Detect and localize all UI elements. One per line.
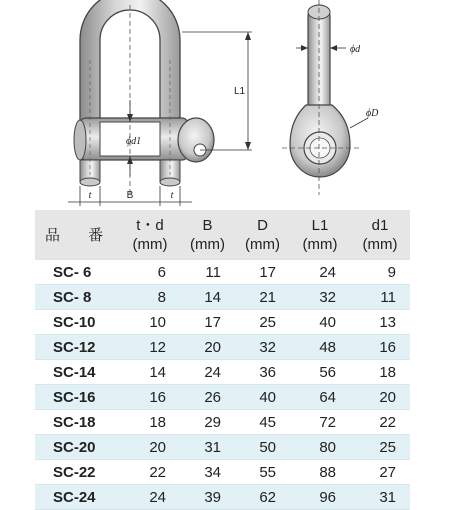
model-cell: SC-20 <box>35 435 120 460</box>
value-cell: 14 <box>120 360 180 385</box>
value-cell: 29 <box>180 410 235 435</box>
table-row <box>35 310 410 335</box>
value-cell: 96 <box>290 485 350 510</box>
table-row <box>35 335 410 360</box>
header-d1: d1 (mm) <box>350 210 410 260</box>
table-row <box>35 385 410 410</box>
value-cell: 9 <box>350 260 410 285</box>
value-cell: 20 <box>180 335 235 360</box>
value-cell: 32 <box>235 335 290 360</box>
header-model: 品 番 <box>35 210 120 260</box>
l1-label: L1 <box>234 86 246 97</box>
t-label-right: t <box>170 190 174 201</box>
value-cell: 16 <box>120 385 180 410</box>
value-cell: 62 <box>235 485 290 510</box>
b-label: B <box>126 190 134 201</box>
model-cell: SC-18 <box>35 410 120 435</box>
header-d: D (mm) <box>235 210 290 260</box>
value-cell: 20 <box>350 385 410 410</box>
model-cell: SC-12 <box>35 335 120 360</box>
value-cell: 26 <box>180 385 235 410</box>
value-cell: 48 <box>290 335 350 360</box>
table-row <box>35 485 410 510</box>
value-cell: 55 <box>235 460 290 485</box>
value-cell: 64 <box>290 385 350 410</box>
value-cell: 31 <box>350 485 410 510</box>
value-cell: 10 <box>120 310 180 335</box>
value-cell: 27 <box>350 460 410 485</box>
header-b: B (mm) <box>180 210 235 260</box>
value-cell: 18 <box>350 360 410 385</box>
shackle-side-view <box>282 0 362 195</box>
value-cell: 25 <box>235 310 290 335</box>
value-cell: 72 <box>290 410 350 435</box>
model-cell: SC-10 <box>35 310 120 335</box>
value-cell: 34 <box>180 460 235 485</box>
value-cell: 24 <box>180 360 235 385</box>
model-cell: SC-22 <box>35 460 120 485</box>
value-cell: 24 <box>290 260 350 285</box>
table-row <box>35 460 410 485</box>
value-cell: 21 <box>235 285 290 310</box>
value-cell: 25 <box>350 435 410 460</box>
value-cell: 39 <box>180 485 235 510</box>
table-row <box>35 360 410 385</box>
value-cell: 88 <box>290 460 350 485</box>
value-cell: 12 <box>120 335 180 360</box>
value-cell: 50 <box>235 435 290 460</box>
value-cell: 31 <box>180 435 235 460</box>
table-row <box>35 435 410 460</box>
value-cell: 6 <box>120 260 180 285</box>
value-cell: 17 <box>180 310 235 335</box>
value-cell: 56 <box>290 360 350 385</box>
model-cell: SC- 6 <box>35 260 120 285</box>
value-cell: 11 <box>350 285 410 310</box>
value-cell: 11 <box>180 260 235 285</box>
shackle-diagram <box>0 0 456 210</box>
d1-label: ϕd1 <box>126 136 142 147</box>
value-cell: 14 <box>180 285 235 310</box>
value-cell: 22 <box>120 460 180 485</box>
value-cell: 18 <box>120 410 180 435</box>
d-label: ϕd <box>350 44 361 55</box>
shackle-front-view <box>74 0 214 195</box>
model-cell: SC- 8 <box>35 285 120 310</box>
spec-table <box>35 210 410 510</box>
table-row <box>35 285 410 310</box>
value-cell: 80 <box>290 435 350 460</box>
model-cell: SC-24 <box>35 485 120 510</box>
table-row <box>35 260 410 285</box>
value-cell: 16 <box>350 335 410 360</box>
model-cell: SC-14 <box>35 360 120 385</box>
table-header-row <box>35 210 410 260</box>
t-label-left: t <box>88 190 92 201</box>
header-td: t・d (mm) <box>120 210 180 260</box>
model-cell: SC-16 <box>35 385 120 410</box>
value-cell: 17 <box>235 260 290 285</box>
value-cell: 20 <box>120 435 180 460</box>
value-cell: 32 <box>290 285 350 310</box>
table-row <box>35 410 410 435</box>
value-cell: 45 <box>235 410 290 435</box>
value-cell: 40 <box>235 385 290 410</box>
value-cell: 40 <box>290 310 350 335</box>
value-cell: 8 <box>120 285 180 310</box>
big-d-label: ϕD <box>366 108 379 119</box>
value-cell: 13 <box>350 310 410 335</box>
value-cell: 24 <box>120 485 180 510</box>
header-l1: L1 (mm) <box>290 210 350 260</box>
value-cell: 22 <box>350 410 410 435</box>
value-cell: 36 <box>235 360 290 385</box>
